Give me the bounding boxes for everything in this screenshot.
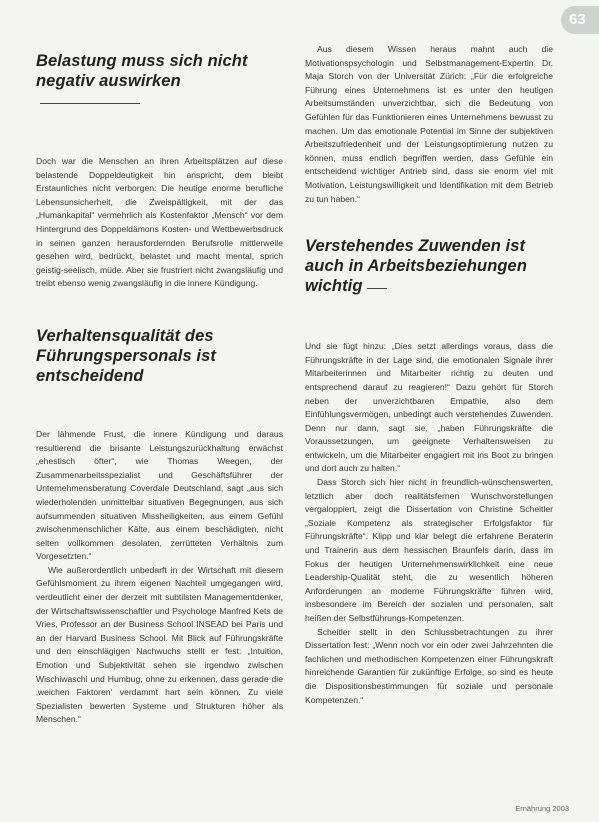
paragraph-frust: Der lähmende Frust, die innere Kündigung und daraus resultierend die brisante Leistungszurückhaltung erwächst „ehestisch öfter“, wie Thomas Weegen, der Zusammenarbeitsspezialist und Geschäftsführer der Unternehmensberatung Coverdale Deutschland, sagt „aus sich wiederholenden unmittelbar situativen Begegnungen, aus sich aufsummenden situativen Missheiligkeiten, aus einem Gefühl zwischenmenschlicher Kälte, aus einem beschädigten, nicht selten vollkommen desolaten, zerrütteten Verhältnis zum Vorgesetzten.“ <box>36 428 283 562</box>
heading-verstehendes-zuwenden-text: Verstehendes Zuwenden ist auch in Arbeitsbeziehungen wichtig <box>305 237 528 296</box>
heading-rule <box>40 103 140 104</box>
paragraph-kets-de-vries: Wie außerordentlich unbedarft in der Wirtschaft mit diesem Gefühlsmoment zu ihrem eigenen Nachteil umgegangen wird, verdeutlicht einer der derzeit mit subtilsten Managementdenker, der Wirtschaftswissenschaftler und Psychologe Manfred Kets de Vries, Professor an der Business School INSEAD bei Paris und an der Harvard Business School. Mit Blick auf Führungskräfte und den einschlägigen Nachwuchs stellt er fest: „Intuition, Emotion und Subjektivität sehen sie irgendwo zwischen Wischiwaschi und Humbug, ohne zu erkennen, dass gerade die ‚weichen Faktoren‘ verdammt hart sein können. Zu viele Spezialisten bewerten Systeme und Strukturen höher als Menschen.“ <box>36 564 283 725</box>
paragraph-doch: Doch war die Menschen an ihren Arbeitsplätzen auf diese belastende Doppeldeutigkeit hin anspricht, dem bleibt Erstaunliches nicht verborgen: Die heutige enorme berufliche Lebensunsicherheit, die Zweispältigkeit, mit der das „Humankapital“ vermehrlich als Kostenfaktor „Mensch“ vor dem Hintergrund des Doppeldämons Kosten- und Wettbewerbsdruck in seinen ganzen herausfordernden Berufsrolle mittlerweile gesehen wird, bedrückt, belastet und macht mental, sprich geistig-seelisch, müde. Aber sie frustriert nicht zwangsläufig und treibt ebenso wenig zwangsläufig in die innere Kündigung. <box>36 156 283 289</box>
paragraph-scheitler-conclusion: Scheitler stellt in den Schlussbetrachtungen zu ihrer Dissertation fest: „Wenn noch vor ein oder zwei Jahrzehnten die fachlichen und methodischen Kompetenzen einer Führungskraft hinreichende Garantien für zukünftige Erfolge, so sind es heute die Dispositionsbestimmungen für soziale und personale Kompetenzen.“ <box>305 626 553 705</box>
paragraph-scheitler: Dass Storch sich hier nicht in freundlich-wünschenswerten, letztlich aber doch realitätsfernen Wunschvorstellungen vergaloppiert, zeigt die Dissertation von Christine Scheitler „Soziale Kompetenz als strategischer Erfolgsfaktor für Führungskräfte“. Klipp und klar belegt die erfahrene Beraterin und Trainerin aus dem hessischen Braunfels darin, dass im Fokus der heutigen Unternehmenswirklichkeit eine neue Leadership-Qualität steht, die zu wesentlich höheren Anforderungen an moderne Führungskräfte führen wird, insbesondere im Bereich der sozialen und personalen, salt heißen der Selbstführungs-Kompetenzen. <box>305 477 553 623</box>
paragraph-storch-quote: Und sie fügt hinzu: „Dies setzt allerdings voraus, dass die Führungskräfte in der Lage sind, die emotionalen Signale ihrer Mitarbeiterinnen und Mitarbeiter richtig zu deuten und entsprechend darauf zu reagieren!“ Dazu gehört für Storch neben der unverzichtbaren Empathie, also dem Einfühlungsvermögen, unbedingt auch verstehendes Zuwenden. Denn nur dann, sagt sie, „haben Führungskräfte die Voraussetzungen, um geeignete Verhaltensweisen zu entwickeln, um die Mitarbeiter engagiert mit ins Boot zu bringen und dort auch zu halten.“ <box>305 341 553 474</box>
heading-belastung-text: Belastung muss sich nicht negativ auswirken <box>36 52 248 90</box>
page-number-tab: 63 <box>561 6 599 34</box>
paragraph-storch-intro: Aus diesem Wissen heraus mahnt auch die Motivationspsychologin und Selbstmanagement-Expertin Dr. Maja Storch von der Universität Zürich: „Für die erfolgreiche Führung eines Unternehmens ist es unter den heutigen Arbeitsumständen unverzichtbar, sich die Bedeutung von Gefühlen für das Funktionieren eines Unternehmens bewusst zu machen. Um das emotionale Potential im Sinne der subjektiven Arbeitszufriedenheit und der Leistungsoptimierung nutzen zu können, muss endlich begriffen werden, dass Gefühle ein entscheidend wichtiger Antrieb sind, dass sie enorm viel mit Motivation, Leistungswilligkeit und Identifikation mit dem Betrieb zu tun haben.“ <box>305 44 553 204</box>
heading-verhaltensqualitaet <box>36 326 283 386</box>
heading-rule <box>367 288 387 289</box>
right-column <box>305 0 553 707</box>
left-column <box>36 0 283 727</box>
heading-verstehendes-zuwenden <box>305 236 553 296</box>
heading-belastung <box>36 51 283 111</box>
heading-verhaltensqualitaet-text: Verhaltensqualität des Führungspersonals ist entscheidend <box>36 326 216 385</box>
footer-publication: Ernährung 2003 <box>515 804 569 813</box>
